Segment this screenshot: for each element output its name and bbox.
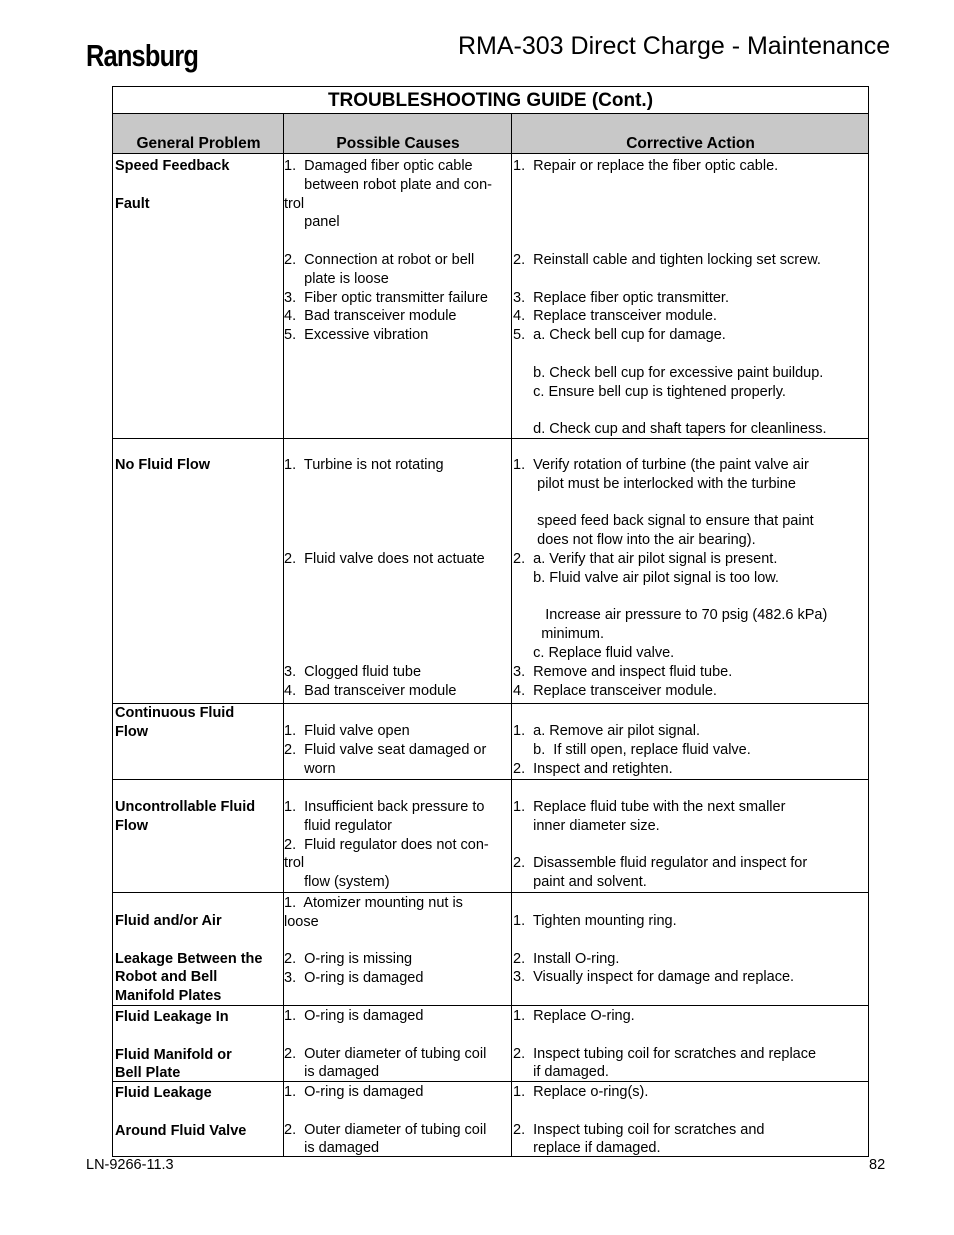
problem-text: Leakage Between the [115, 950, 263, 967]
action-text: 2. Inspect tubing coil for scratches and replace [513, 1045, 817, 1062]
problem-text: Fault [115, 195, 150, 212]
cause-text: trol [284, 195, 305, 212]
problem-text: Fluid Leakage In [115, 1009, 229, 1025]
action-text: b. Fluid valve air pilot signal is too low. [513, 569, 779, 586]
cause-text: 1. Atomizer mounting nut is [284, 895, 463, 911]
cause-text: worn [284, 760, 336, 777]
action-text: 2. Disassemble fluid regulator and inspect for [513, 855, 808, 872]
cause-text: 1. Turbine is not rotating [284, 457, 444, 473]
action-text: paint and solvent. [513, 874, 647, 891]
action-text: b. If still open, replace fluid valve. [513, 741, 751, 758]
action-text: 2. a. Verify that air pilot signal is present. [513, 551, 778, 567]
problem-text: Bell Plate [115, 1065, 181, 1082]
table-title: TROUBLESHOOTING GUIDE (Cont.) [113, 87, 868, 114]
problem-text: No Fluid Flow [115, 457, 211, 473]
action-text: 2. Inspect tubing coil for scratches and [513, 1121, 765, 1138]
action-text: b. Check bell cup for excessive paint buildup. [513, 364, 824, 381]
document-number: LN-9266-11.3 [86, 1157, 174, 1173]
cause-text: 1. O-ring is damaged [284, 1008, 424, 1024]
cause-text: trol [284, 855, 305, 872]
action-text: replace if damaged. [513, 1140, 661, 1157]
row-divider [113, 892, 868, 893]
action-text: 1. Replace o-ring(s). [513, 1084, 649, 1100]
action-text: pilot must be interlocked with the turbine [513, 475, 796, 492]
cause-text: plate is loose [284, 270, 389, 287]
cause-text: 1. Fluid valve open [284, 723, 410, 739]
problem-text: Flow [115, 723, 149, 740]
action-text: 2. Inspect and retighten. [513, 760, 673, 777]
action-text: 3. Remove and inspect fluid tube. [513, 663, 733, 680]
row-divider [113, 1081, 868, 1082]
action-text: 1. Repair or replace the fiber optic cable. [513, 158, 779, 174]
cause-text: 3. Fiber optic transmitter failure [284, 289, 488, 306]
cause-text: 2. Connection at robot or bell [284, 252, 475, 268]
problem-text: Manifold Plates [115, 988, 222, 1005]
action-text: 4. Replace transceiver module. [513, 308, 717, 325]
action-text: d. Check cup and shaft tapers for cleanliness. [513, 421, 827, 438]
action-text: minimum. [513, 626, 605, 643]
problem-text: Fluid Manifold or [115, 1046, 232, 1063]
problem-text: Around Fluid Valve [115, 1122, 247, 1139]
problem-text: Continuous Fluid [115, 705, 235, 721]
cause-text: 3. Clogged fluid tube [284, 663, 422, 680]
action-text: 5. a. Check bell cup for damage. [513, 327, 726, 344]
action-text: 3. Replace fiber optic transmitter. [513, 289, 729, 306]
action-text: 1. Verify rotation of turbine (the paint valve air [513, 457, 809, 473]
cause-text: 5. Excessive vibration [284, 327, 429, 344]
ransburg-logo: Ransburg [86, 38, 199, 73]
cause-text: 3. O-ring is damaged [284, 970, 424, 987]
cause-text: 2. O-ring is missing [284, 951, 413, 968]
cause-text: 2. Fluid regulator does not con- [284, 836, 489, 853]
cause-text: 1. O-ring is damaged [284, 1084, 424, 1100]
problem-text: Fluid Leakage [115, 1085, 212, 1101]
action-text: c. Ensure bell cup is tightened properly. [513, 383, 786, 400]
row-divider [113, 1005, 868, 1006]
column-header-general-problem: General Problem [136, 135, 261, 152]
action-text: 2. Install O-ring. [513, 950, 620, 967]
page-number: 82 [869, 1157, 886, 1173]
cause-text: flow (system) [284, 874, 390, 891]
action-text: 1. Replace O-ring. [513, 1008, 635, 1024]
action-text: Increase air pressure to 70 psig (482.6 kPa) [513, 607, 828, 624]
problem-text: Speed Feedback [115, 158, 230, 174]
table-header-row [113, 114, 868, 154]
problem-text: Uncontrollable Fluid [115, 799, 256, 815]
column-divider [511, 114, 512, 1156]
cause-text: loose [284, 913, 319, 930]
cause-text: is damaged [284, 1140, 380, 1157]
action-text: c. Replace fluid valve. [513, 645, 675, 661]
cause-text: 2. Fluid valve seat damaged or [284, 741, 487, 758]
action-text: inner diameter size. [513, 817, 660, 834]
action-text: 2. Reinstall cable and tighten locking set screw. [513, 252, 821, 268]
problem-text: Fluid and/or Air [115, 913, 222, 929]
cause-text: 2. Outer diameter of tubing coil [284, 1121, 487, 1138]
row-divider [113, 438, 868, 439]
action-text: speed feed back signal to ensure that paint [513, 513, 814, 530]
cause-text: 2. Fluid valve does not actuate [284, 551, 485, 567]
cause-text: 4. Bad transceiver module [284, 682, 457, 699]
action-text: 1. Tighten mounting ring. [513, 913, 677, 929]
cause-text: 4. Bad transceiver module [284, 308, 457, 325]
action-text: 1. a. Remove air pilot signal. [513, 723, 700, 739]
troubleshooting-table [112, 86, 869, 1157]
action-text: if damaged. [513, 1064, 609, 1081]
problem-text: Robot and Bell [115, 969, 218, 986]
column-header-corrective-action: Corrective Action [626, 135, 755, 152]
cause-text: 2. Outer diameter of tubing coil [284, 1045, 487, 1062]
row-divider [113, 779, 868, 780]
cause-text: 1. Damaged fiber optic cable [284, 158, 473, 174]
problem-text: Flow [115, 817, 149, 834]
cause-text: panel [284, 214, 340, 231]
cause-text: fluid regulator [284, 817, 392, 834]
cause-text: 1. Insufficient back pressure to [284, 799, 485, 815]
action-text: 1. Replace fluid tube with the next smaller [513, 799, 786, 815]
action-text: 3. Visually inspect for damage and replace. [513, 969, 795, 986]
cause-text: between robot plate and con- [284, 176, 492, 193]
column-header-possible-causes: Possible Causes [336, 135, 460, 152]
document-title: RMA-303 Direct Charge - Maintenance [458, 32, 891, 60]
action-text: does not flow into the air bearing). [513, 532, 756, 549]
cause-text: is damaged [284, 1064, 380, 1081]
action-text: 4. Replace transceiver module. [513, 682, 717, 699]
